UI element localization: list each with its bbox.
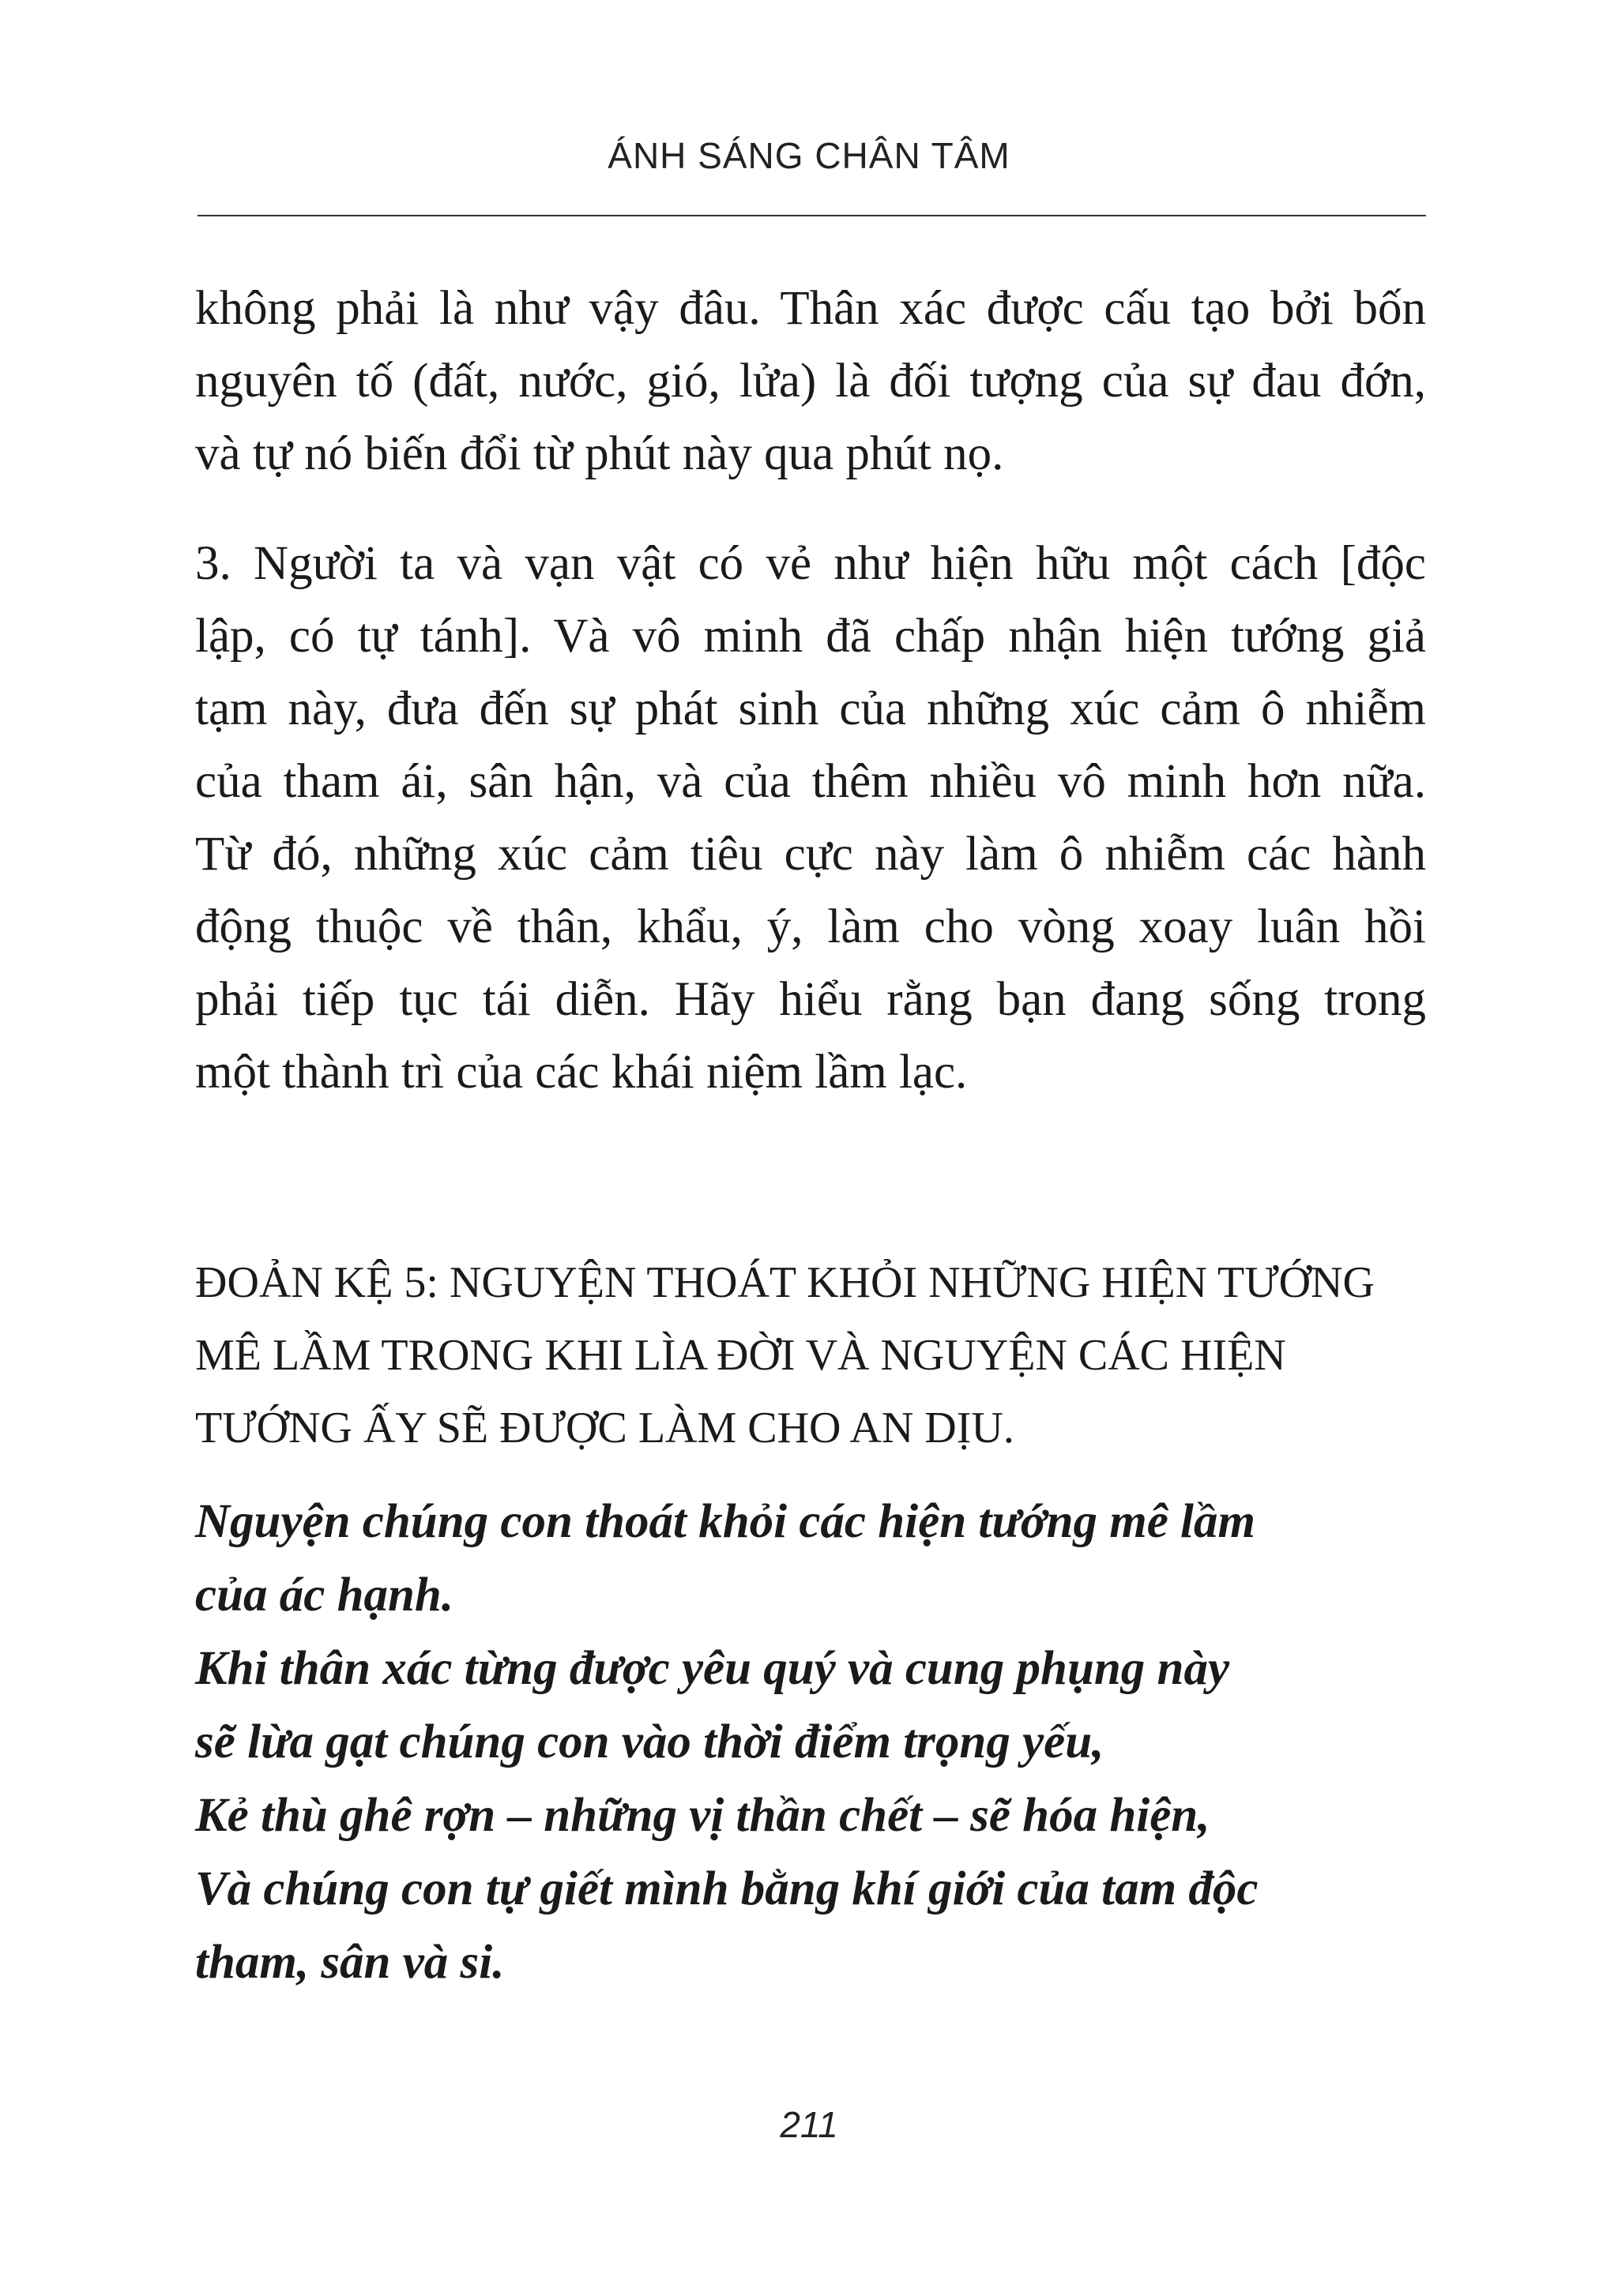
verse-block [195, 1485, 1459, 1999]
verse-line: Kẻ thù ghê rợn – những vị thần chết – sẽ hóa hiện, [195, 1789, 1210, 1842]
verse-line: Khi thân xác từng được yêu quý và cung phụng này [195, 1642, 1230, 1695]
paragraph-line: động thuộc về thân, khẩu, ý, làm cho vòng xoay luân hồi [195, 900, 1426, 953]
paragraph-line: phải tiếp tục tái diễn. Hãy hiểu rằng bạn đang sống trong [195, 973, 1426, 1026]
paragraph-line: của tham ái, sân hận, và của thêm nhiều vô minh hơn nữa. [195, 755, 1426, 808]
heading-line: TƯỚNG ẤY SẼ ĐƯỢC LÀM CHO AN DỊU. [195, 1404, 1014, 1452]
paragraph-line: và tự nó biến đổi từ phút này qua phút nọ. [195, 427, 1004, 480]
paragraph-line: 3. Người ta và vạn vật có vẻ như hiện hữu một cách [độc [195, 537, 1426, 590]
verse-line: tham, sân và si. [195, 1936, 505, 1989]
running-header-title: ÁNH SÁNG CHÂN TÂM [608, 135, 1010, 176]
paragraph-line: nguyên tố (đất, nước, gió, lửa) là đối tượng của sự đau đớn, [195, 355, 1426, 408]
verse-line: Và chúng con tự giết mình bằng khí giới của tam độc [195, 1862, 1259, 1915]
paragraph-numbered-3 [195, 528, 1426, 1109]
paragraph-line: tạm này, đưa đến sự phát sinh của những xúc cảm ô nhiễm [195, 682, 1426, 735]
heading-line: ĐOẢN KỆ 5: NGUYỆN THOÁT KHỎI NHỮNG HIỆN TƯỚNG [195, 1258, 1375, 1307]
heading-line: MÊ LẦM TRONG KHI LÌA ĐỜI VÀ NGUYỆN CÁC HIỆN [195, 1331, 1286, 1380]
verse-line: Nguyện chúng con thoát khỏi các hiện tướng mê lầm [195, 1495, 1255, 1548]
paragraph-line: không phải là như vậy đâu. Thân xác được cấu tạo bởi bốn [195, 282, 1426, 335]
paragraph-continuation [195, 272, 1426, 490]
paragraph-line: Từ đó, những xúc cảm tiêu cực này làm ô nhiễm các hành [195, 828, 1426, 881]
section-heading [195, 1246, 1459, 1464]
header-divider [198, 215, 1426, 216]
verse-line: sẽ lừa gạt chúng con vào thời điểm trọng yếu, [195, 1715, 1104, 1768]
verse-line: của ác hạnh. [195, 1569, 454, 1621]
paragraph-line: lập, có tự tánh]. Và vô minh đã chấp nhận hiện tướng giả [195, 610, 1426, 663]
paragraph-line: một thành trì của các khái niệm lầm lạc. [195, 1046, 968, 1099]
page-number: 211 [780, 2104, 838, 2145]
